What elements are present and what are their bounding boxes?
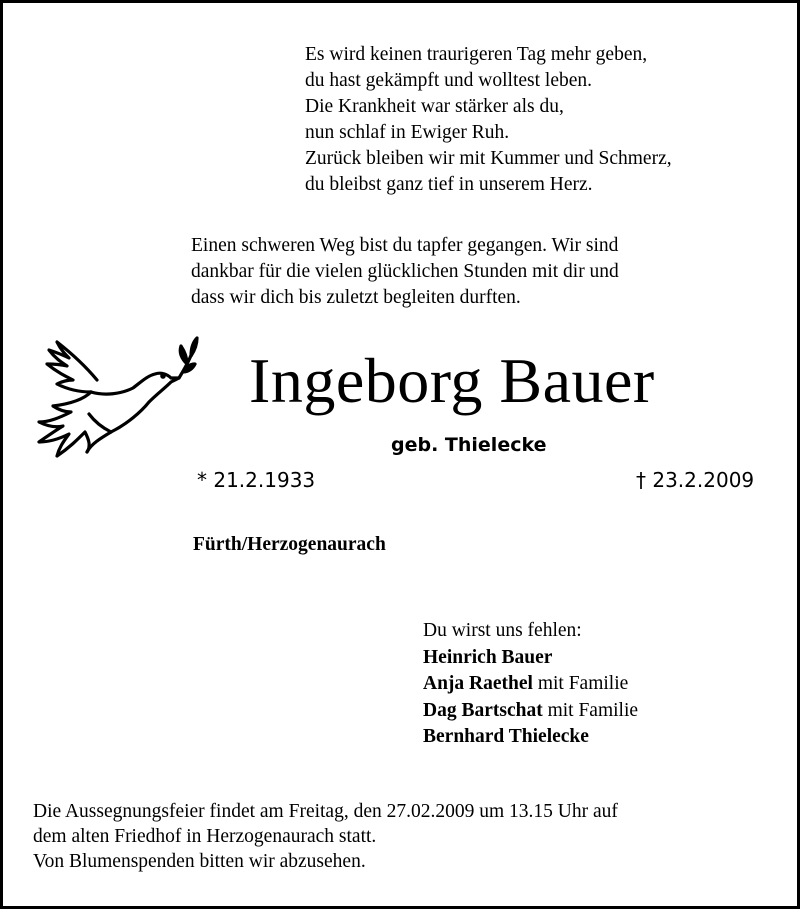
mourner-entry — [423, 671, 638, 698]
mourner-suffix: mit Familie — [542, 699, 639, 721]
intro-line: Einen schweren Weg bist du tapfer gegangen. Wir sind — [191, 235, 619, 256]
funeral-notice — [33, 799, 618, 874]
mourner-entry — [423, 724, 638, 751]
notice-line: Die Aussegnungsfeier findet am Freitag, den 27.02.2009 um 13.15 Uhr auf — [33, 801, 618, 822]
notice-line: dem alten Friedhof in Herzogenaurach statt. — [33, 826, 377, 847]
notice-line: Von Blumenspenden bitten wir abzusehen. — [33, 851, 366, 872]
mourner-name: Anja Raethel — [423, 673, 533, 694]
poem-line: du hast gekämpft und wolltest leben. — [305, 70, 593, 91]
death-date: † 23.2.2009 — [636, 468, 755, 492]
mourner-entry — [423, 698, 638, 725]
mourner-name: Heinrich Bauer — [423, 646, 553, 668]
poem-line: Die Krankheit war stärker als du, — [305, 96, 564, 117]
poem-line: du bleibst ganz tief in unserem Herz. — [305, 174, 593, 195]
poem-line: nun schlaf in Ewiger Ruh. — [305, 122, 510, 143]
maiden-name: geb. Thielecke — [391, 434, 547, 456]
mourner-name: Bernhard Thielecke — [423, 726, 589, 747]
mourner-name: Dag Bartschat — [423, 699, 543, 721]
mourners — [423, 618, 638, 751]
mourner-suffix: mit Familie — [532, 673, 629, 694]
intro-line: dass wir dich bis zuletzt begleiten durften. — [191, 287, 521, 308]
birth-date: * 21.2.1933 — [197, 468, 316, 492]
dove-with-olive-branch-icon — [29, 328, 199, 468]
mourner-entry — [423, 645, 638, 672]
place-of-residence: Fürth/Herzogenaurach — [193, 534, 386, 555]
poem — [305, 42, 672, 198]
mourners-heading: Du wirst uns fehlen: — [423, 620, 582, 641]
deceased-name: Ingeborg Bauer — [249, 345, 655, 416]
poem-line: Zurück bleiben wir mit Kummer und Schmerz, — [305, 148, 672, 169]
poem-line: Es wird keinen traurigeren Tag mehr geben, — [305, 44, 648, 65]
intro-text — [191, 233, 619, 311]
intro-line: dankbar für die vielen glücklichen Stunden mit dir und — [191, 261, 619, 282]
